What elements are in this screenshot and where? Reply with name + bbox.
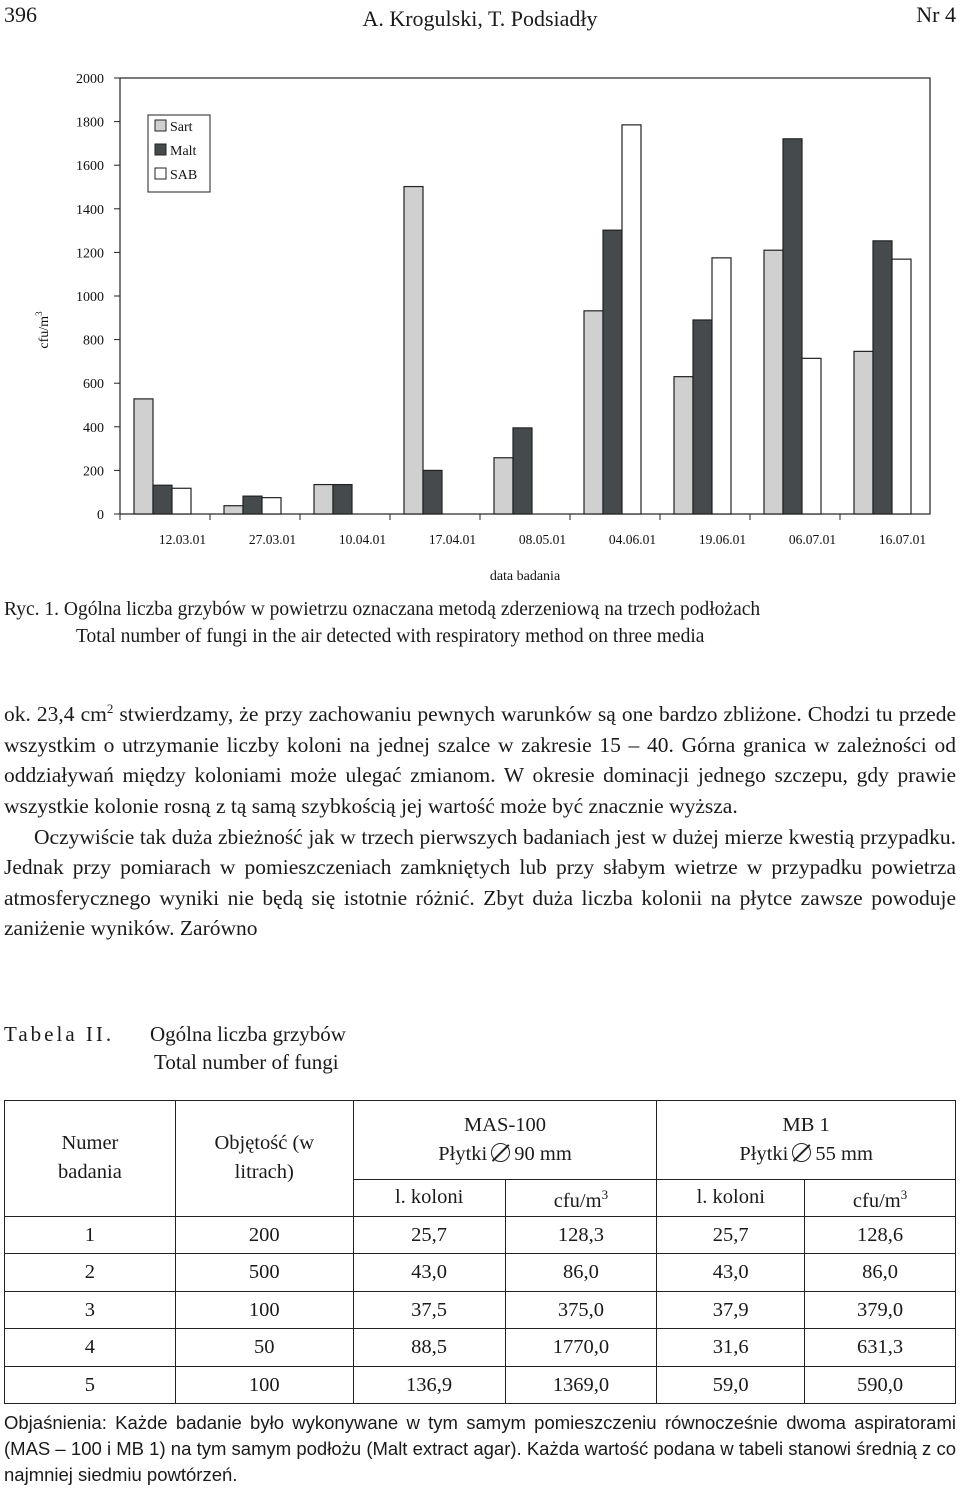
bar-malt <box>333 485 352 514</box>
x-tick-label: 27.03.01 <box>248 532 297 547</box>
legend-label-malt: Malt <box>170 144 197 159</box>
paragraph-1-superscript: 2 <box>106 701 114 716</box>
bar-sab <box>172 488 191 514</box>
y-tick-label: 800 <box>83 333 104 349</box>
x-tick-label: 17.04.01 <box>428 532 477 547</box>
x-tick-label: 12.03.01 <box>158 532 207 547</box>
y-tick-label: 2000 <box>76 72 104 87</box>
paragraph-1-rest: stwierdzamy, że przy zachowaniu pewnych warunków są one bardzo zbliżone. Chodzi tu przede wszystkim o utrzymanie liczby koloni na jednej szalce w zakresie 15 – 40. Górna granica w zależności od oddziaływań między koloniami może ulegać zmianom. W okresie dominacji jednego szczepu, gdy prawie wszystkie kolonie rosną z tą samą szybkością jej wartość może być znacznie wyższa. <box>4 702 956 818</box>
paragraph-1 <box>4 694 956 822</box>
header-mb-koloni: l. koloni <box>657 1180 805 1217</box>
diameter-icon <box>491 1143 510 1162</box>
bar-malt <box>243 496 262 514</box>
header-mas-cfu: cfu/$m^3$ <box>505 1180 657 1217</box>
table-label: Tabela II. <box>4 1022 115 1046</box>
header-mas100: MAS-100 Płytki 90 mm <box>353 1101 657 1180</box>
y-tick-label: 1000 <box>76 290 104 305</box>
table-title <box>4 1020 346 1076</box>
bar-malt <box>783 139 802 514</box>
bar-sart <box>764 250 783 514</box>
table-row: 5 100 136,9 1369,0 59,0 590,0 <box>5 1366 956 1404</box>
x-tick-label: 10.04.01 <box>338 532 387 547</box>
legend-swatch-malt <box>155 144 166 155</box>
issue-number: Nr 4 <box>916 2 956 27</box>
diameter-icon <box>792 1143 811 1162</box>
paragraph-1-start: ok. 23,4 cm <box>4 702 107 727</box>
legend-swatch-sab <box>155 168 166 179</box>
page-number: 396 <box>4 2 37 27</box>
legend-label-sab: SAB <box>170 168 198 183</box>
table-footnote: Objaśnienia: Każde badanie było wykonywane w tym samym pomieszczeniu równocześnie dwoma aspiratorami (MAS – 100 i MB 1) na tym samym podłożu (Malt extract agar). Każda wartość podana w tabeli stanowi średnią z co najmniej siedmiu powtórzeń. <box>4 1412 956 1485</box>
y-tick-label: 1400 <box>76 202 104 218</box>
x-tick-label: 19.06.01 <box>698 532 747 547</box>
table-row: 4 50 88,5 1770,0 31,6 631,3 <box>5 1329 956 1367</box>
table-row: 2 500 43,0 86,0 43,0 86,0 <box>5 1254 956 1292</box>
caption-english: Total number of fungi in the air detected with respiratory method on three media <box>76 626 705 647</box>
x-tick-label: 16.07.01 <box>878 532 927 547</box>
paragraph-2: Oczywiście tak duża zbieżność jak w trzech pierwszych badaniach jest w dużej mierze kwestią przypadku. Jednak przy pomiarach w pomieszczeniach zamkniętych lub przy słabym wietrze w przypadku powietrza atmosferycznego wyniki nie będą się istotnie różnić. Zbyt duża liczba kolonii na płytce zawsze powoduje zaniżenie wyników. Zarówno <box>4 824 956 941</box>
bar-sart <box>584 311 603 514</box>
figure-caption <box>4 596 954 650</box>
bar-sart <box>134 399 153 514</box>
header-numer: Numer badania <box>5 1101 176 1217</box>
header-mas-koloni: l. koloni <box>353 1180 505 1217</box>
bar-malt <box>513 428 532 514</box>
bar-sab <box>262 498 281 514</box>
page-header <box>0 0 960 36</box>
bar-malt <box>153 485 172 514</box>
table-row: 1 200 25,7 128,3 25,7 128,6 <box>5 1216 956 1254</box>
table-row: 3 100 37,5 375,0 37,9 379,0 <box>5 1291 956 1329</box>
bar-malt <box>693 320 712 514</box>
y-axis-label: cfu/$m^3$ <box>34 311 52 349</box>
bar-sart <box>314 485 333 514</box>
bar-chart <box>0 60 960 590</box>
bar-sart <box>854 351 873 514</box>
bar-sart <box>224 506 243 514</box>
bar-sab <box>892 259 911 514</box>
legend-label-sart: Sart <box>170 120 193 135</box>
header-mb1: MB 1 Płytki 55 mm <box>657 1101 956 1180</box>
y-tick-label: 1800 <box>76 115 104 131</box>
y-tick-label: 1200 <box>76 246 104 262</box>
y-tick-label: 0 <box>97 508 104 523</box>
bar-sart <box>404 187 423 514</box>
bar-sab <box>712 258 731 514</box>
caption-polish: Ryc. 1. Ogólna liczba grzybów w powietrzu oznaczana metodą zderzeniową na trzech podłożach <box>4 599 761 620</box>
y-tick-label: 600 <box>83 377 104 393</box>
bar-malt <box>603 230 622 514</box>
bar-sart <box>674 377 693 514</box>
y-tick-label: 1600 <box>76 159 104 175</box>
bar-malt <box>423 470 442 514</box>
running-authors: A. Krogulski, T. Podsiadły <box>362 6 598 31</box>
y-tick-label: 200 <box>83 464 104 480</box>
header-objetosc: Objętość (w litrach) <box>175 1101 353 1217</box>
x-tick-label: 06.07.01 <box>788 532 837 547</box>
x-tick-label: 04.06.01 <box>608 532 657 547</box>
header-mb-cfu: cfu/$m^3$ <box>805 1180 956 1217</box>
table-title-en: Total number of fungi <box>154 1050 339 1074</box>
body-text <box>4 694 956 944</box>
table-title-pl: Ogólna liczba grzybów <box>150 1022 346 1046</box>
y-tick-label: 400 <box>83 420 104 436</box>
bar-sart <box>494 458 513 514</box>
bar-sab <box>622 125 641 514</box>
legend-swatch-sart <box>155 120 166 131</box>
data-table <box>4 1100 956 1404</box>
bar-sab <box>802 358 821 514</box>
bar-malt <box>873 241 892 514</box>
x-axis-label: data badania <box>489 569 561 584</box>
x-tick-label: 08.05.01 <box>518 532 567 547</box>
